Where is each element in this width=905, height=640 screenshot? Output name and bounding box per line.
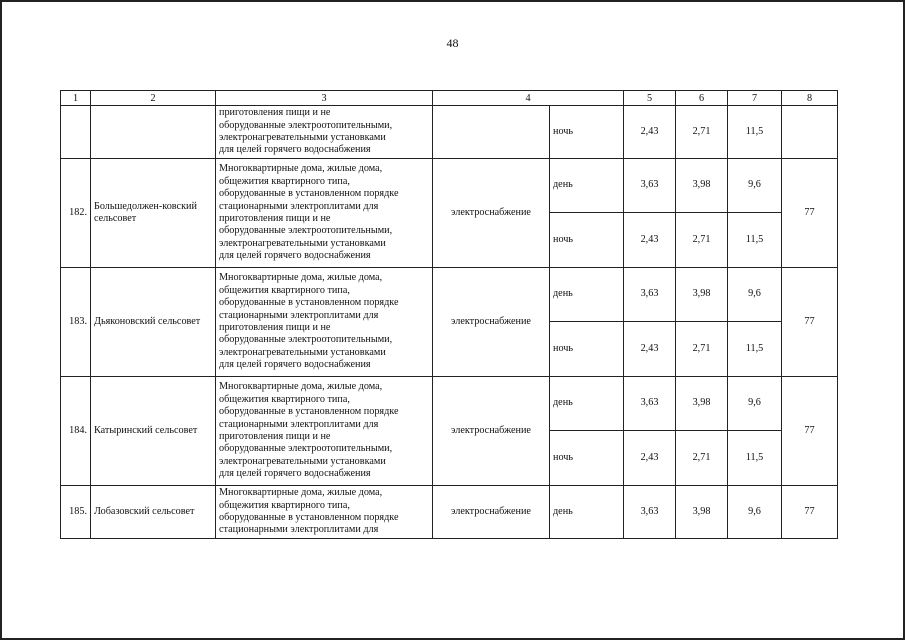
description-line: оборудованные в установленном порядке bbox=[219, 406, 399, 418]
header-col-5: 5 bbox=[624, 91, 676, 106]
tariff-col-5: 2,43 bbox=[624, 322, 676, 377]
description-line: оборудованные в установленном порядке bbox=[219, 188, 399, 200]
description-line: общежития квартирного типа, bbox=[219, 284, 350, 296]
locality-name: Лобазовский сельсовет bbox=[91, 486, 216, 539]
service-type: электроснабжение bbox=[433, 159, 550, 268]
description-line: оборудованные в установленном порядке bbox=[219, 297, 399, 309]
description-line: для целей горячего водоснабжения bbox=[219, 359, 371, 371]
period-day: день bbox=[550, 159, 624, 213]
row-number: 185. bbox=[61, 486, 91, 539]
page-border-left bbox=[0, 0, 2, 640]
description-line: оборудованные электроотопительными, bbox=[219, 443, 393, 455]
description-line: стационарными электроплитами для bbox=[219, 200, 379, 212]
description-line: Многоквартирные дома, жилые дома, bbox=[219, 381, 383, 393]
tariff-col-6: 3,98 bbox=[676, 159, 728, 213]
description-line: оборудованные электроотопительными, bbox=[219, 334, 393, 346]
description-line: для целей горячего водоснабжения bbox=[219, 144, 371, 156]
header-col-6: 6 bbox=[676, 91, 728, 106]
header-col-4: 4 bbox=[433, 91, 624, 106]
period-day: день bbox=[550, 268, 624, 322]
description-line: для целей горячего водоснабжения bbox=[219, 250, 371, 262]
header-col-8: 8 bbox=[782, 91, 838, 106]
consumer-description bbox=[216, 159, 433, 268]
tariff-col-8: 77 bbox=[782, 268, 838, 377]
tariff-col-8: 77 bbox=[782, 486, 838, 539]
row-number: 182. bbox=[61, 159, 91, 268]
service-type: электроснабжение bbox=[433, 268, 550, 377]
header-col-3: 3 bbox=[216, 91, 433, 106]
description-line: стационарными электроплитами для bbox=[219, 524, 379, 536]
description-line: приготовления пищи и не bbox=[219, 431, 331, 442]
tariff-col-5: 2,43 bbox=[624, 106, 676, 159]
consumer-description bbox=[216, 268, 433, 377]
description-line: электронагревательными установками bbox=[219, 455, 386, 467]
tariff-col-7: 9,6 bbox=[728, 486, 782, 539]
table-row bbox=[61, 268, 838, 322]
row-number: 183. bbox=[61, 268, 91, 377]
service-type: электроснабжение bbox=[433, 377, 550, 486]
description-line: приготовления пищи и не bbox=[219, 107, 331, 119]
page-number: 48 bbox=[446, 36, 459, 50]
tariff-col-5: 3,63 bbox=[624, 377, 676, 431]
tariff-col-6: 2,71 bbox=[676, 322, 728, 377]
description-line: приготовления пищи и не bbox=[219, 213, 331, 224]
page-border-top bbox=[0, 0, 905, 2]
tariff-col-6: 2,71 bbox=[676, 431, 728, 486]
service-type: электроснабжение bbox=[433, 486, 550, 539]
tariff-col-7: 11,5 bbox=[728, 431, 782, 486]
tariff-col-5: 2,43 bbox=[624, 431, 676, 486]
description-line: оборудованные электроотопительными, bbox=[219, 119, 393, 131]
header-row bbox=[61, 91, 838, 106]
table-row bbox=[61, 159, 838, 213]
description-line: электронагревательными установками bbox=[219, 132, 386, 143]
description-line: для целей горячего водоснабжения bbox=[219, 468, 371, 480]
consumer-description bbox=[216, 377, 433, 486]
description-line: оборудованные в установленном порядке bbox=[219, 512, 399, 523]
tariff-col-6: 2,71 bbox=[676, 106, 728, 159]
row-number: 184. bbox=[61, 377, 91, 486]
tariff-col-7: 11,5 bbox=[728, 106, 782, 159]
tariff-col-7: 9,6 bbox=[728, 159, 782, 213]
locality-cell bbox=[91, 106, 216, 159]
tariff-col-7: 11,5 bbox=[728, 213, 782, 268]
locality-name: Дьяконовский сельсовет bbox=[91, 268, 216, 377]
locality-name: Катыринский сельсовет bbox=[91, 377, 216, 486]
tariff-col-5: 3,63 bbox=[624, 159, 676, 213]
tariff-col-5: 3,63 bbox=[624, 486, 676, 539]
tariff-table bbox=[60, 90, 838, 539]
tariff-col-7: 9,6 bbox=[728, 268, 782, 322]
description-line: общежития квартирного типа, bbox=[219, 393, 350, 405]
description-line: Многоквартирные дома, жилые дома, bbox=[219, 487, 383, 499]
description-line: электронагревательными установками bbox=[219, 346, 386, 358]
tariff-col-7: 11,5 bbox=[728, 322, 782, 377]
period-day: день bbox=[550, 377, 624, 431]
tariff-col-6: 3,98 bbox=[676, 486, 728, 539]
tariff-col-8 bbox=[782, 106, 838, 159]
tariff-col-5: 3,63 bbox=[624, 268, 676, 322]
consumer-description bbox=[216, 486, 433, 539]
description-line: Многоквартирные дома, жилые дома, bbox=[219, 163, 383, 175]
tariff-col-5: 2,43 bbox=[624, 213, 676, 268]
tariff-col-8: 77 bbox=[782, 159, 838, 268]
description-line: стационарными электроплитами для bbox=[219, 309, 379, 321]
description-line: общежития квартирного типа, bbox=[219, 175, 350, 187]
period-day: день bbox=[550, 486, 624, 539]
header-col-7: 7 bbox=[728, 91, 782, 106]
tariff-col-6: 3,98 bbox=[676, 268, 728, 322]
description-line: стационарными электроплитами для bbox=[219, 418, 379, 430]
table-row bbox=[61, 377, 838, 431]
description-line: общежития квартирного типа, bbox=[219, 499, 350, 511]
description-line: Многоквартирные дома, жилые дома, bbox=[219, 272, 383, 284]
description-line: приготовления пищи и не bbox=[219, 322, 331, 333]
period-night: ночь bbox=[550, 213, 624, 268]
tariff-col-6: 2,71 bbox=[676, 213, 728, 268]
period-night: ночь bbox=[550, 322, 624, 377]
tariff-col-8: 77 bbox=[782, 377, 838, 486]
tariff-col-7: 9,6 bbox=[728, 377, 782, 431]
description-line: электронагревательными установками bbox=[219, 237, 386, 249]
tariff-col-6: 3,98 bbox=[676, 377, 728, 431]
continuation-row bbox=[61, 106, 838, 159]
period-night: ночь bbox=[550, 431, 624, 486]
header-col-2: 2 bbox=[91, 91, 216, 106]
description-line: оборудованные электроотопительными, bbox=[219, 225, 393, 237]
header-col-1: 1 bbox=[61, 91, 91, 106]
consumer-description bbox=[216, 106, 433, 159]
service-cell bbox=[433, 106, 550, 159]
period-cell: ночь bbox=[550, 106, 624, 159]
row-number-cell bbox=[61, 106, 91, 159]
table-row bbox=[61, 486, 838, 539]
locality-name: Большедолжен-ковский сельсовет bbox=[91, 159, 216, 268]
